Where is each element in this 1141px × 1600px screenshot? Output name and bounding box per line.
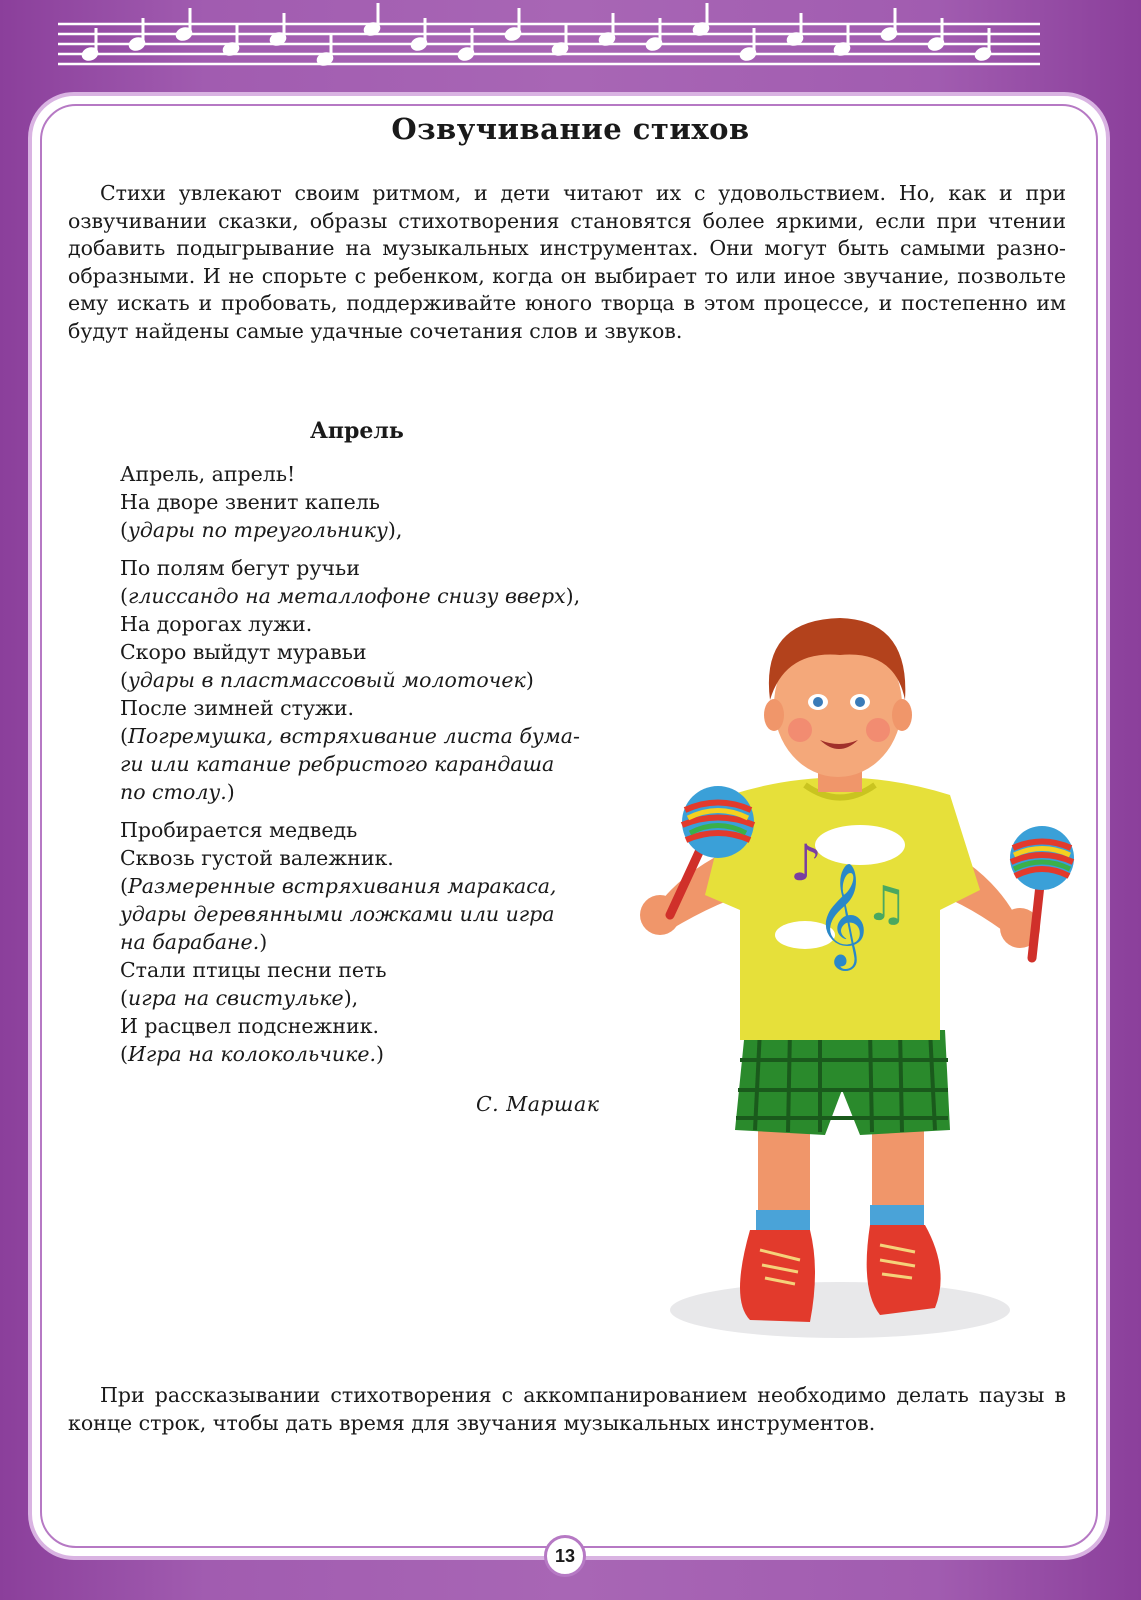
poem-line: (игра на свистульке), [120,986,359,1010]
page-title: Озвучивание стихов [391,112,750,146]
poem-stanza-3 [120,816,640,1068]
poem-line: На дорогах лужи. [120,612,313,636]
poem-line: (удары по треугольнику), [120,518,403,542]
poem-line: удары деревянными ложками или игра [120,902,555,926]
poem-line: ги или катание ребристого карандаша [120,752,555,776]
poem-stanza-1 [120,460,640,544]
poem-line: По полям бегут ручьи [120,556,360,580]
poem-line: на барабане.) [120,930,268,954]
poem-stanza-2 [120,554,640,806]
poem-line: И расцвел подснежник. [120,1014,380,1038]
poem-line: Сквозь густой валежник. [120,846,394,870]
poem-line: по столу.) [120,780,235,804]
poem-line: После зимней стужи. [120,696,355,720]
boy-with-maracas-illustration [610,610,1110,1370]
poem-author: С. Маршак [476,1092,600,1116]
music-note-icon: ♫ [865,876,909,932]
poem-line: (глиссандо на металлофоне снизу вверх), [120,584,581,608]
intro-paragraph: Стихи увлекают своим ритмом, и дети читают их с удовольствием. Но, как и при озвучивании сказки, образы стихотворения становятся более яркими, если при чтении добавить подыгрывание на музыкальных инструментах. Они могут быть самыми разно-образными. И не спорьте с ребенком, когда он выбирает то или иное звучание, позвольте ему искать и пробовать, поддерживайте юного творца в этом процессе, и постепенно им будут найдены самые удачные сочетания слов и звуков. [68,181,1066,343]
poem-line: (удары в пластмассовый молоточек) [120,668,534,692]
poem-line: Скоро выйдут муравьи [120,640,367,664]
poem-line: Стали птицы песни петь [120,958,387,982]
music-staff-decoration [0,0,1141,90]
poem-line: (Размеренные встряхивания маракаса, [120,874,557,898]
poem-line: Пробирается медведь [120,818,358,842]
closing-paragraph: При рассказывании стихотворения с аккомпанированием необходимо делать паузы в конце строк, чтобы дать время для звучания музыкальных инструментов. [68,1383,1066,1435]
poem-line: Апрель, апрель! [120,462,296,486]
music-note-icon: ♪ [790,834,822,892]
poem-title: Апрель [310,418,404,444]
page-number: 13 [544,1535,586,1577]
poem-line: (Погремушка, встряхивание листа бума- [120,724,580,748]
treble-clef-icon: 𝄞 [815,862,869,967]
poem-line: (Игра на колокольчике.) [120,1042,384,1066]
poem-line: На дворе звенит капель [120,490,380,514]
